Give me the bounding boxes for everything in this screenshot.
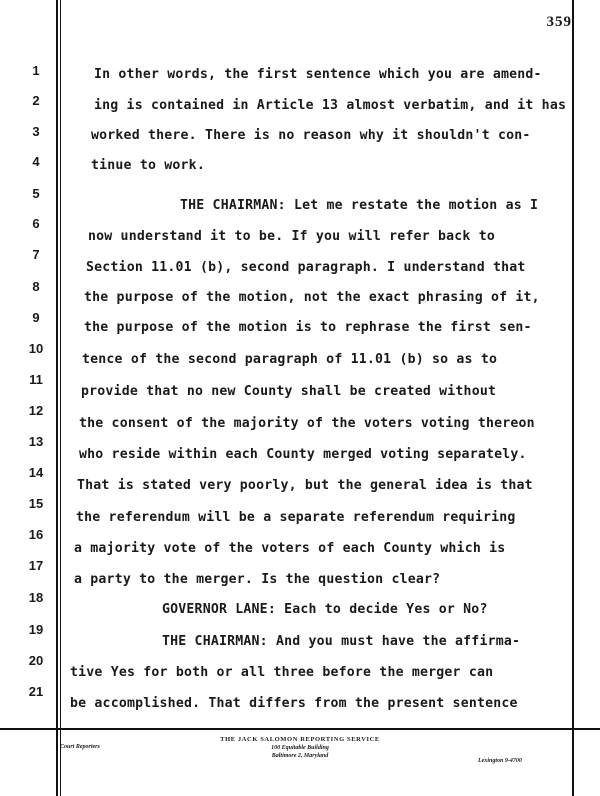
transcript-line: a party to the merger. Is the question clear? [74, 572, 441, 587]
transcript-line: worked there. There is no reason why it shouldn't con- [91, 128, 531, 143]
transcript-line: the referendum will be a separate referendum requiring [76, 510, 516, 525]
transcript-line: now understand it to be. If you will refer back to [88, 229, 495, 244]
left-margin-rule-inner [60, 0, 61, 796]
right-margin-rule [572, 0, 574, 796]
footer-address-line-2: Baltimore 2, Maryland [271, 753, 329, 759]
transcript-line: provide that no new County shall be created without [81, 384, 497, 399]
line-number: 21 [28, 684, 44, 699]
line-number: 14 [28, 465, 44, 480]
line-number: 20 [28, 653, 44, 668]
transcript-line: the purpose of the motion, not the exact phrasing of it, [84, 290, 540, 305]
transcript-line: THE CHAIRMAN: And you must have the affirma- [162, 634, 521, 649]
transcript-line: tinue to work. [91, 158, 205, 173]
transcript-line: Section 11.01 (b), second paragraph. I understand that [86, 260, 526, 275]
footer-firm-name: THE JACK SALOMON REPORTING SERVICE [220, 736, 380, 743]
line-number: 4 [32, 154, 40, 169]
footer-rule [0, 728, 600, 730]
left-margin-rule [56, 0, 58, 796]
transcript-line: GOVERNOR LANE: Each to decide Yes or No? [162, 602, 488, 617]
line-number: 15 [28, 496, 44, 511]
line-number: 7 [32, 247, 40, 262]
line-number: 11 [29, 372, 43, 387]
line-number: 13 [28, 434, 44, 449]
line-number: 17 [28, 558, 44, 573]
footer-court-reporters: Court Reporters [60, 744, 100, 750]
line-number: 9 [32, 310, 40, 325]
transcript-line: tive Yes for both or all three before the merger can [70, 665, 494, 680]
line-number: 10 [28, 341, 44, 356]
footer-reporting-service [0, 736, 600, 760]
transcript-line: ing is contained in Article 13 almost verbatim, and it has [94, 98, 567, 113]
footer-phone: Lexington 9-4700 [478, 758, 522, 764]
transcript-line: That is stated very poorly, but the general idea is that [77, 478, 533, 493]
line-number: 18 [28, 590, 44, 605]
transcript-line: the purpose of the motion is to rephrase the first sen- [84, 320, 532, 335]
line-number: 16 [28, 527, 44, 542]
line-number: 1 [32, 63, 40, 78]
footer-address-line-1: 100 Equitable Building [271, 745, 329, 751]
transcript-line: the consent of the majority of the voters voting thereon [79, 416, 535, 431]
transcript-line: be accomplished. That differs from the present sentence [70, 696, 518, 711]
line-number: 8 [32, 279, 40, 294]
transcript-line: a majority vote of the voters of each County which is [74, 541, 506, 556]
line-number: 12 [28, 403, 44, 418]
line-number: 6 [32, 216, 40, 231]
line-number: 3 [32, 124, 40, 139]
line-number: 2 [32, 93, 40, 108]
line-number: 5 [32, 186, 40, 201]
transcript-line: tence of the second paragraph of 11.01 (b) so as to [82, 352, 498, 367]
transcript-line: In other words, the first sentence which you are amend- [94, 67, 542, 82]
transcript-line: THE CHAIRMAN: Let me restate the motion as I [180, 198, 539, 213]
transcript-line: who reside within each County merged voting separately. [79, 447, 527, 462]
line-number: 19 [28, 622, 44, 637]
page-number: 359 [546, 14, 572, 30]
